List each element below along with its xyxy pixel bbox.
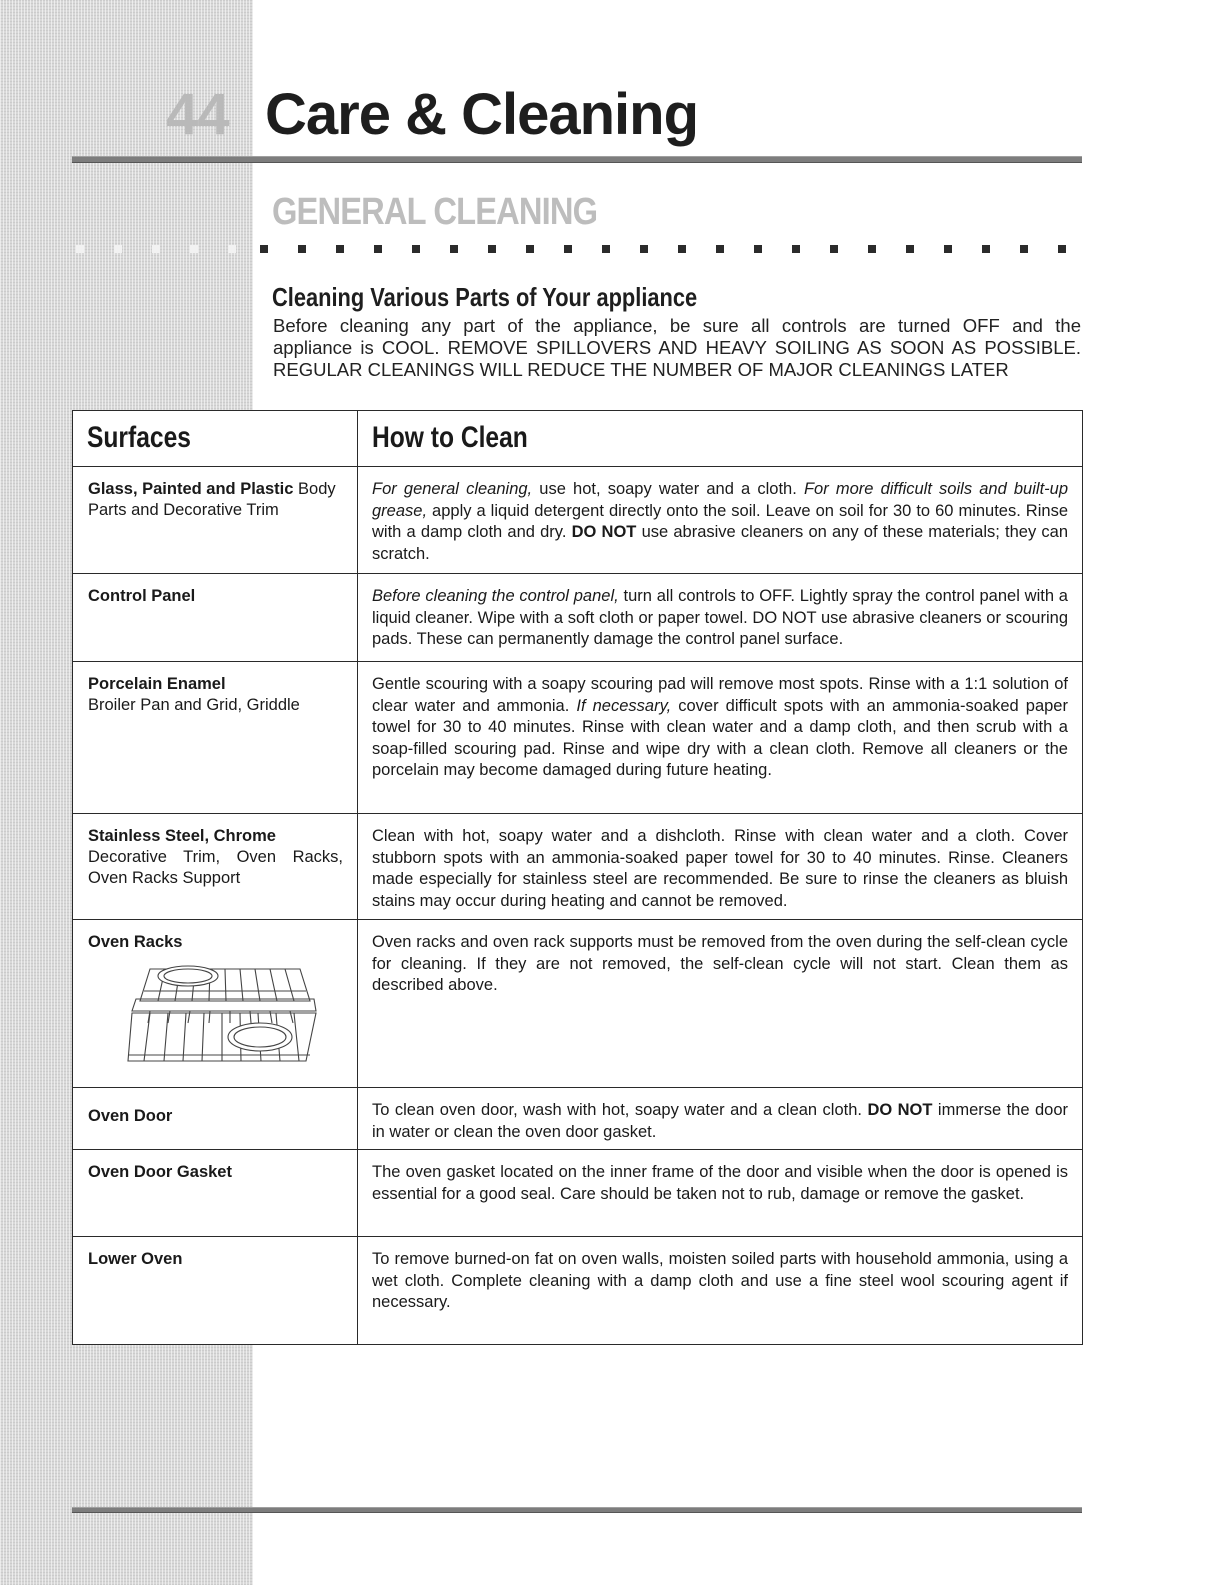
surface-name: Porcelain Enamel	[88, 675, 226, 693]
table-row	[73, 1237, 1083, 1345]
how-to-clean-header: How to Clean	[358, 411, 1083, 467]
surface-name: Oven Racks	[88, 933, 183, 951]
top-rule	[72, 156, 1082, 163]
how-cell: To remove burned-on fat on oven walls, moisten soiled parts with household ammonia, using a wet cloth. Complete cleaning with a damp cloth and use a fine steel wool scouring agent if necessary.	[358, 1237, 1083, 1345]
surfaces-header: Surfaces	[73, 411, 358, 467]
page-title: Care & Cleaning	[265, 82, 698, 147]
table-row	[73, 574, 1083, 662]
intro-line: appliance is COOL. REMOVE SPILLOVERS AND HEAVY SOILING AS SOON AS POSSIBLE.	[273, 337, 1081, 358]
surface-cell	[73, 1237, 358, 1345]
surface-detail: Decorative Trim, Oven Racks, Oven Racks Support	[88, 848, 343, 887]
cleaning-table	[72, 410, 1083, 1345]
how-cell: Before cleaning the control panel, turn all controls to OFF. Lightly spray the control panel with a liquid cleaner. Wipe with a soft cloth or paper towel. DO NOT use abrasive cleaners or scouring pads. These can permanently damage the control panel surface.	[358, 574, 1083, 662]
how-cell: The oven gasket located on the inner frame of the door and visible when the door is opened is essential for a good seal. Care should be taken not to rub, damage or remove the gasket.	[358, 1150, 1083, 1237]
surface-name: Lower Oven	[88, 1250, 183, 1268]
surface-cell	[73, 920, 358, 1088]
surface-name: Oven Door Gasket	[88, 1163, 232, 1181]
intro-line: Before cleaning any part of the appliance, be sure all controls are turned OFF and the	[273, 315, 1081, 336]
surface-detail: Broiler Pan and Grid, Griddle	[88, 696, 300, 714]
how-cell: Gentle scouring with a soapy scouring pad will remove most spots. Rinse with a 1:1 solution of clear water and ammonia. If necessary, cover difficult spots with an ammonia-soaked paper towel for 30 to 40 minutes. Rinse with clean water and a damp cloth, and then scrub with a soap-filled scouring pad. Rinse and wipe dry with a clean cloth. Remove all cleaners or the porcelain may become damaged during future heating.	[358, 662, 1083, 814]
surface-detail: Body Parts and Decorative Trim	[88, 480, 336, 519]
table-row	[73, 662, 1083, 814]
intro-line: REGULAR CLEANINGS WILL REDUCE THE NUMBER OF MAJOR CLEANINGS LATER	[273, 359, 1009, 380]
surface-cell	[73, 662, 358, 814]
surface-name: Oven Door	[88, 1107, 173, 1125]
how-cell: To clean oven door, wash with hot, soapy water and a clean cloth. DO NOT immerse the door in water or clean the oven door gasket.	[358, 1088, 1083, 1150]
table-row	[73, 814, 1083, 920]
bottom-rule	[72, 1507, 1082, 1513]
surface-cell	[73, 467, 358, 574]
how-cell: Clean with hot, soapy water and a dishcloth. Rinse with clean water and a cloth. Cover stubborn spots with an ammonia-soaked paper towel for 30 to 40 minutes. Rinse. Cleaners made especially for stainless steel are recommended. Be sure to rinse the cleaners as bluish stains may occur during heating and cannot be removed.	[358, 814, 1083, 920]
section-heading: GENERAL CLEANING	[272, 191, 598, 233]
table-row	[73, 920, 1083, 1088]
table-row	[73, 1088, 1083, 1150]
surface-cell	[73, 1088, 358, 1150]
surface-name: Stainless Steel, Chrome	[88, 827, 276, 845]
dotted-divider	[72, 245, 1084, 255]
surface-cell	[73, 1150, 358, 1237]
subheading: Cleaning Various Parts of Your appliance	[272, 282, 698, 312]
surface-name: Glass, Painted and Plastic	[88, 480, 294, 498]
how-cell: Oven racks and oven rack supports must be removed from the oven during the self-clean cycle for cleaning. If they are not removed, the self-clean cycle will not start. Clean them as described above.	[358, 920, 1083, 1088]
oven-racks-illustration	[110, 961, 320, 1071]
surface-cell	[73, 574, 358, 662]
how-cell: For general cleaning, use hot, soapy water and a cloth. For more difficult soils and built-up grease, apply a liquid detergent directly onto the soil. Leave on soil for 30 to 60 minutes. Rinse with a damp cloth and dry. DO NOT use abrasive cleaners on any of these materials; they can scratch.	[358, 467, 1083, 574]
table-row	[73, 467, 1083, 574]
table-header-row	[73, 411, 1083, 467]
surface-name: Control Panel	[88, 587, 196, 605]
page-number: 44	[166, 82, 229, 147]
intro-paragraph	[273, 315, 1081, 381]
surface-cell	[73, 814, 358, 920]
table-row	[73, 1150, 1083, 1237]
